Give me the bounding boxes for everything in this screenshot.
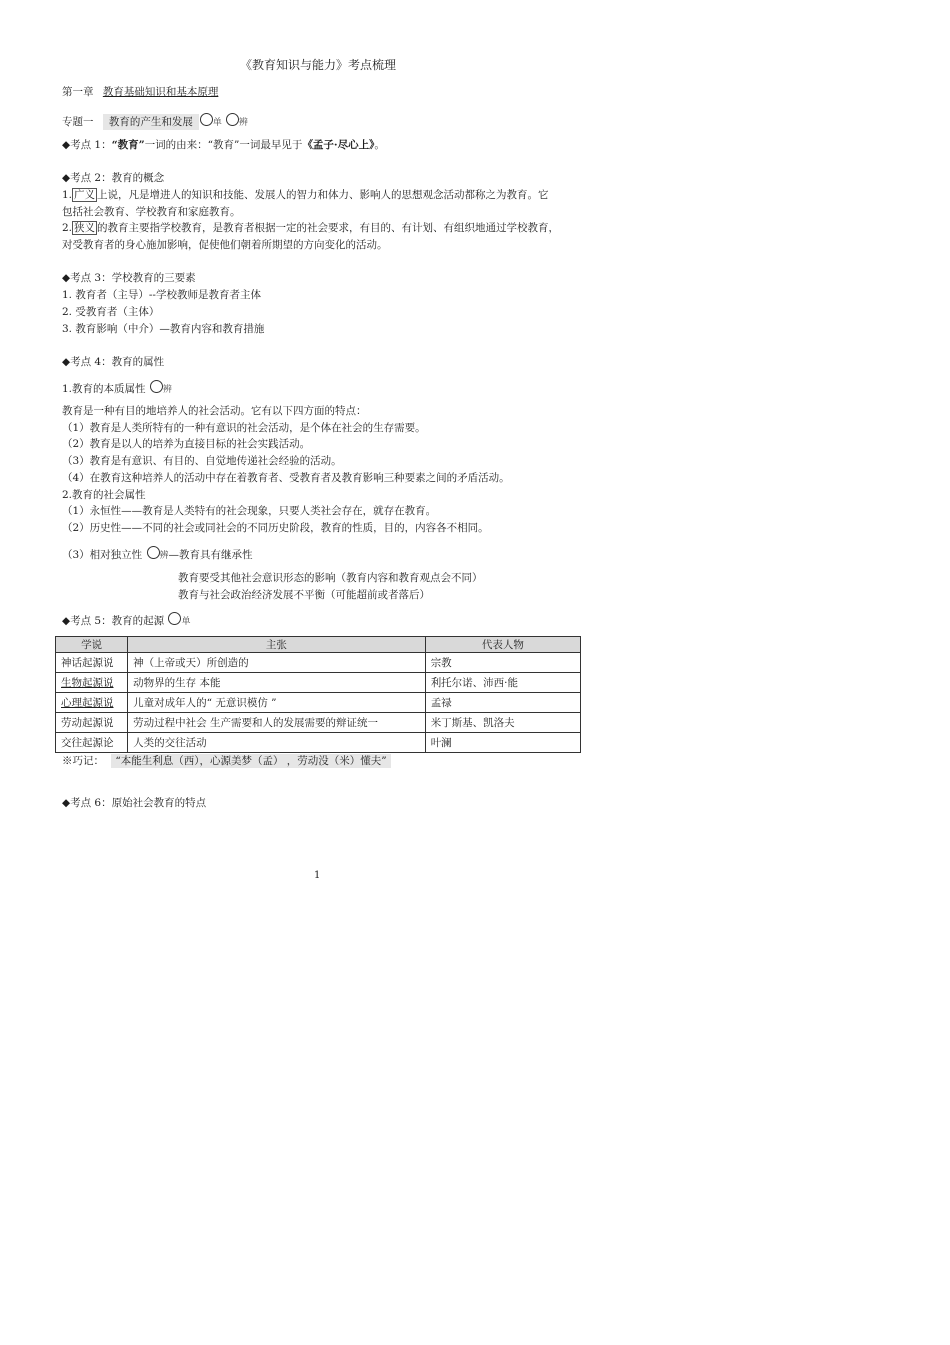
cell-person: 孟禄: [425, 693, 580, 713]
chapter-heading: [62, 86, 218, 99]
mnemonic-label: ※巧记：: [62, 755, 104, 767]
kp4-relative-post: —教育具有继承性: [168, 549, 253, 561]
cell-theory: 心理起源说: [56, 693, 128, 713]
page-title: 《教育知识与能力》考点梳理: [240, 58, 397, 72]
kp4-sub1: [62, 380, 172, 397]
table-row: [56, 733, 581, 753]
topic-tag-debate: 辨: [238, 118, 248, 128]
kp5-heading-row: [62, 612, 190, 629]
mark-circle-icon: [226, 113, 239, 126]
header-person: 代表人物: [425, 637, 580, 653]
kp1-term: “教育”: [111, 139, 145, 151]
kp4-relative-note: 教育要受其他社会意识形态的影响（教育内容和教育观点会不同）: [178, 572, 483, 584]
table-row: [56, 653, 581, 673]
kp4-relative-note: 教育与社会政治经济发展不平衡（可能超前或者落后）: [178, 589, 430, 601]
kp4-relative: [62, 546, 253, 563]
cell-theory: 劳动起源说: [56, 713, 128, 733]
topic-tag-single: 单: [212, 118, 222, 128]
mark-circle-icon: [200, 113, 213, 126]
kp4-social: （2）历史性——不同的社会或同社会的不同历史阶段，教育的性质，目的，内容各不相同。: [62, 522, 489, 534]
origin-table: [55, 636, 581, 753]
cell-claim: 儿童对成年人的“ 无意识模仿 ”: [128, 693, 426, 713]
kp4-heading: ◆考点 4：教育的属性: [62, 356, 165, 368]
kp4-social: （1）永恒性——教育是人类特有的社会现象，只要人类社会存在，就存在教育。: [62, 505, 437, 517]
header-claim: 主张: [128, 637, 426, 653]
kp2-broad-text: 上说，凡是增进人的知识和技能、发展人的智力和体力、影响人的思想观念活动都称之为教育。它: [97, 189, 549, 201]
kp4-sub1-text: 1.教育的本质属性: [62, 383, 146, 395]
kp2-broad-num: 1.: [62, 189, 73, 201]
mark-circle-icon: [147, 546, 160, 559]
kp2-narrow-num: 2.: [62, 222, 73, 234]
cell-claim: 劳动过程中社会 生产需要和人的发展需要的辩证统一: [128, 713, 426, 733]
kp5-heading: ◆考点 5：教育的起源: [62, 615, 165, 627]
kp4-intro: 教育是一种有目的地培养人的社会活动。它有以下四方面的特点：: [62, 405, 367, 417]
kp5-tag: 单: [181, 617, 191, 627]
table-row: [56, 673, 581, 693]
table-row: [56, 713, 581, 733]
cell-person: 叶澜: [425, 733, 580, 753]
page-number: 1: [314, 870, 321, 881]
kp2-narrow-key: 狭义: [74, 222, 96, 234]
cell-claim: 动物界的生存 本能: [128, 673, 426, 693]
kp1-prefix: ◆考点 1：: [62, 139, 112, 151]
kp1-end: 。: [374, 139, 385, 151]
cell-theory: 神话起源说: [56, 653, 128, 673]
kp4-feature: （2）教育是以人的培养为直接目标的社会实践活动。: [62, 438, 311, 450]
cell-person: 米丁斯基、凯洛夫: [425, 713, 580, 733]
chapter-name: 教育基础知识和基本原理: [102, 86, 219, 98]
kp2-broad-line2: 包括社会教育、学校教育和家庭教育。: [62, 206, 241, 218]
mark-circle-icon: [150, 380, 163, 393]
kp2-narrow-text: 的教育主要指学校教育，是教育者根据一定的社会要求，有目的、有计划、有组织地通过学校教育，: [97, 222, 560, 234]
cell-person: 利托尔诺、沛西·能: [425, 673, 580, 693]
table-row: [56, 693, 581, 713]
kp1-mid: 一词的由来：“教育”一词最早见于: [144, 139, 303, 151]
kp4-relative-tag: 辨: [159, 551, 169, 561]
cell-person: 宗教: [425, 653, 580, 673]
kp6-heading: ◆考点 6：原始社会教育的特点: [62, 797, 207, 809]
kp2-broad-line1: [62, 189, 549, 202]
kp3-item: 3. 教育影响（中介）—教育内容和教育措施: [62, 323, 265, 335]
cell-claim: 人类的交往活动: [128, 733, 426, 753]
kp4-feature: （3）教育是有意识、有目的、自觉地传递社会经验的活动。: [62, 455, 342, 467]
mnemonic-text: “本能生利息（西），心源美梦（孟） ，劳动没（米）懂夫”: [111, 754, 390, 768]
kp3-item: 2. 受教育者（主体）: [62, 306, 160, 318]
kp4-feature: （1）教育是人类所特有的一种有意识的社会活动，是个体在社会的生存需要。: [62, 422, 426, 434]
table-header-row: [56, 637, 581, 653]
kp4-sub2: 2.教育的社会属性: [62, 489, 146, 501]
kp3-item: 1. 教育者（主导）--学校教师是教育者主体: [62, 289, 261, 301]
kp2-heading: ◆考点 2：教育的概念: [62, 172, 165, 184]
kp1: [62, 139, 385, 152]
kp5-mnemonic: [62, 755, 391, 768]
kp3-heading: ◆考点 3：学校教育的三要素: [62, 272, 196, 284]
chapter-label: 第一章: [62, 86, 94, 98]
topic-label: 专题一: [62, 116, 94, 128]
kp1-source: 《孟子·尽心上》: [302, 139, 375, 151]
kp4-feature: （4）在教育这种培养人的活动中存在着教育者、受教育者及教育影响三种要素之间的矛盾活动。: [62, 472, 510, 484]
topic-name: 教育的产生和发展: [103, 114, 199, 130]
kp4-relative-pre: （3）相对独立性: [62, 549, 143, 561]
kp4-sub1-tag: 辨: [162, 385, 172, 395]
kp2-broad-key: 广义: [74, 189, 96, 201]
cell-theory: 交往起源论: [56, 733, 128, 753]
cell-theory: 生物起源说: [56, 673, 128, 693]
topic-heading: [62, 113, 248, 130]
cell-claim: 神（上帝或天）所创造的: [128, 653, 426, 673]
mark-circle-icon: [168, 612, 181, 625]
header-theory: 学说: [56, 637, 128, 653]
kp2-narrow-line1: [62, 222, 559, 235]
kp2-narrow-line2: 对受教育者的身心施加影响，促使他们朝着所期望的方向变化的活动。: [62, 239, 388, 251]
